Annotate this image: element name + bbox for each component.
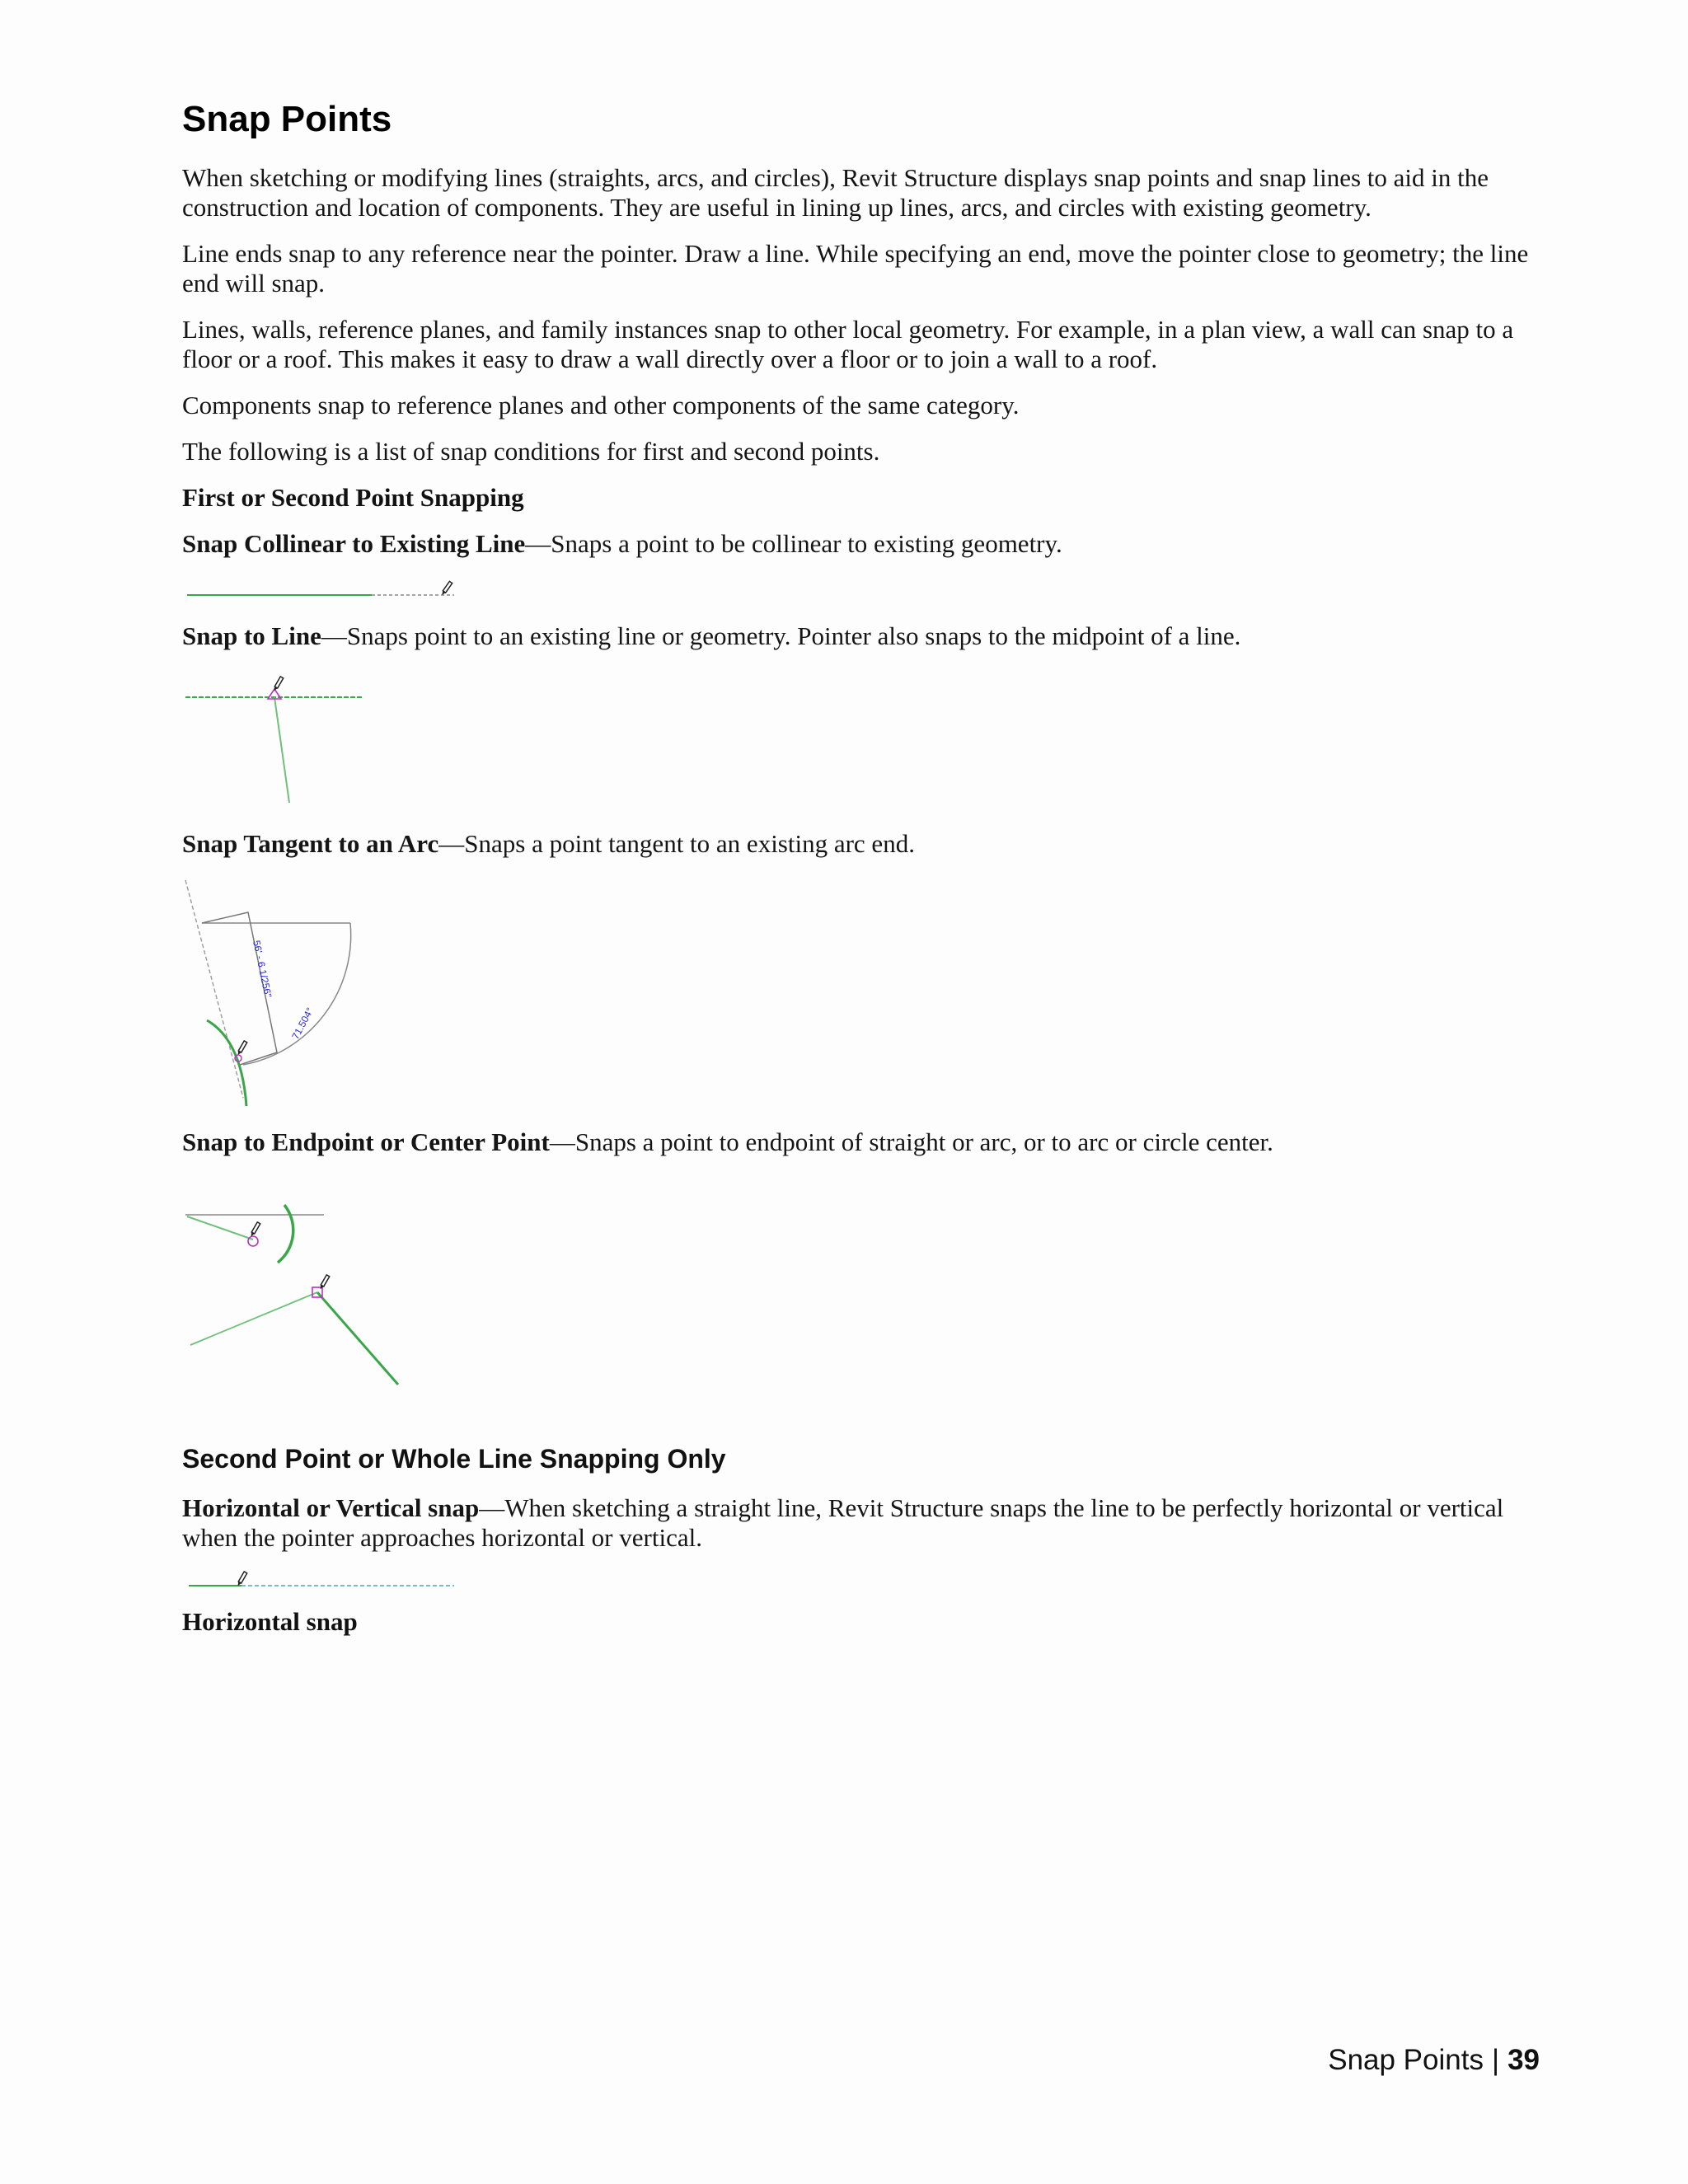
- snap-term: Snap Collinear to Existing Line: [182, 529, 526, 558]
- tangent-snap-figure: [182, 875, 429, 1114]
- page-title: Snap Points: [182, 99, 392, 139]
- intro-paragraph: Line ends snap to any reference near the pointer. Draw a line. While specifying an end, move the pointer close to geometry; the line end will snap.: [182, 239, 1529, 298]
- collinear-snap-figure: [182, 575, 462, 608]
- snap-term: Snap to Endpoint or Center Point: [182, 1127, 550, 1156]
- tangent-angle-dimension: 71.504°: [289, 1005, 316, 1042]
- footer-title: Snap Points: [1328, 2044, 1484, 2076]
- page-number: 39: [1507, 2044, 1540, 2076]
- snap-desc: —Snaps a point tangent to an existing arc end.: [438, 829, 915, 858]
- line-snap-figure: [182, 668, 396, 816]
- snap-term: Snap Tangent to an Arc: [182, 829, 439, 858]
- section-heading: Second Point or Whole Line Snapping Only: [182, 1444, 726, 1474]
- pencil-cursor-icon: [237, 1572, 247, 1586]
- intro-paragraph: When sketching or modifying lines (straights, arcs, and circles), Revit Structure displays snap points and snap lines to aid in the construction and location of components. They are useful in lining up lines, arcs, and circles with existing geometry.: [182, 163, 1489, 222]
- pencil-cursor-icon: [250, 1222, 260, 1237]
- tangent-length-dimension: 56' - 6 1/256": [251, 939, 274, 999]
- intro-paragraph: The following is a list of snap conditions for first and second points.: [182, 437, 880, 466]
- page-footer: [1328, 2044, 1540, 2077]
- snap-desc: —Snaps a point to be collinear to existing geometry.: [525, 529, 1062, 558]
- snap-item: [182, 1493, 1542, 1553]
- snap-item: [182, 1127, 1542, 1157]
- endpoint-center-snap-figure: [182, 1174, 429, 1429]
- horizontal-snap-figure: [182, 1569, 462, 1594]
- snap-item: [182, 529, 1542, 559]
- page-content: [182, 89, 1542, 1653]
- snap-term: Horizontal or Vertical snap: [182, 1493, 480, 1522]
- pencil-cursor-icon: [237, 1041, 247, 1056]
- section-heading: First or Second Point Snapping: [182, 483, 524, 512]
- snap-item: [182, 829, 1542, 859]
- snap-desc: —Snaps a point to endpoint of straight or arc, or to arc or circle center.: [549, 1127, 1273, 1156]
- footer-separator: |: [1491, 2044, 1500, 2076]
- intro-paragraph: Lines, walls, reference planes, and family instances snap to other local geometry. For example, in a plan view, a wall can snap to a floor or a roof. This makes it easy to draw a wall directly over a floor or to join a wall to a roof.: [182, 315, 1514, 373]
- pencil-cursor-icon: [440, 581, 452, 596]
- snap-desc: —Snaps point to an existing line or geometry. Pointer also snaps to the midpoint of a line.: [321, 621, 1241, 650]
- intro-paragraph: Components snap to reference planes and other components of the same category.: [182, 391, 1020, 419]
- figure-caption: Horizontal snap: [182, 1607, 358, 1636]
- snap-term: Snap to Line: [182, 621, 321, 650]
- snap-item: [182, 621, 1542, 651]
- snap-desc: —When sketching a straight line, Revit Structure snaps the line to be perfectly horizontal or vertical when the pointer approaches horizontal or vertical.: [182, 1493, 1504, 1552]
